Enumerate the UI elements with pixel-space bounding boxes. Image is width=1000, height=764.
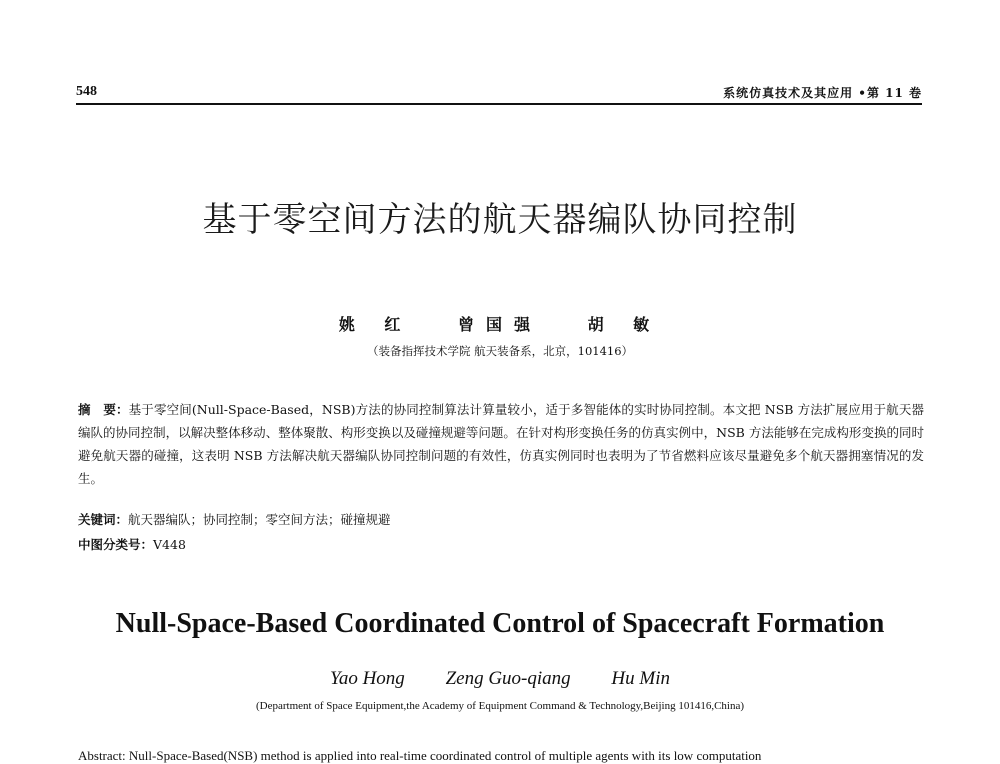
header-rule [76, 103, 922, 105]
page-number: 548 [76, 84, 97, 99]
english-authors [0, 668, 1000, 690]
chinese-keywords [78, 510, 391, 528]
chinese-abstract [78, 398, 924, 490]
keywords-text: 航天器编队；协同控制；零空间方法；碰撞规避 [128, 512, 391, 527]
author-1-en: Yao Hong [330, 668, 405, 689]
author-3-en: Hu Min [611, 668, 670, 689]
classification-text: V448 [153, 537, 186, 552]
journal-running-header: 系统仿真技术及其应用 •第 11 卷 [723, 86, 922, 100]
author-2-en: Zeng Guo-qiang [445, 668, 571, 689]
classification-label: 中图分类号： [78, 537, 154, 552]
keywords-label: 关键词： [78, 512, 129, 527]
chinese-authors [0, 312, 1000, 335]
english-title: Null-Space-Based Coordinated Control of Spacecraft Formation [115, 608, 885, 639]
abstract-text-zh: 基于零空间(Null-Space-Based，NSB)方法的协同控制算法计算量较小，适于多智能体的实时协同控制。本文把 NSB 方法扩展应用于航天器编队的协同控制，以解决整体移动、整体聚散、构形变换以及碰撞规避等问题。在针对构形变换任务的仿真实例中，NSB 方法能够在完成构形变换的同时避免航天器的碰撞，这表明 NSB 方法解决航天器编队协同控制问题的有效性，仿真实例同时也表明为了节省燃料应该尽量避免多个航天器拥塞情况的发生。 [78, 402, 924, 486]
chinese-title: 基于零空间方法的航天器编队协同控制 [202, 200, 798, 240]
author-2-zh: 曾国强 [457, 315, 542, 334]
classification-number [78, 535, 186, 553]
english-affiliation: (Department of Space Equipment,the Academy of Equipment Command & Technology,Beijing 101416,China) [255, 700, 745, 712]
english-abstract-partial: Abstract: Null-Space-Based(NSB) method is applied into real-time coordinated control of multiple agents with its low computation [78, 748, 762, 763]
abstract-label-zh: 摘 要： [78, 402, 129, 417]
author-3-zh: 胡 敏 [587, 315, 662, 334]
chinese-affiliation: （装备指挥技术学院 航天装备系，北京，101416） [366, 344, 634, 358]
author-1-zh: 姚 红 [338, 315, 413, 334]
